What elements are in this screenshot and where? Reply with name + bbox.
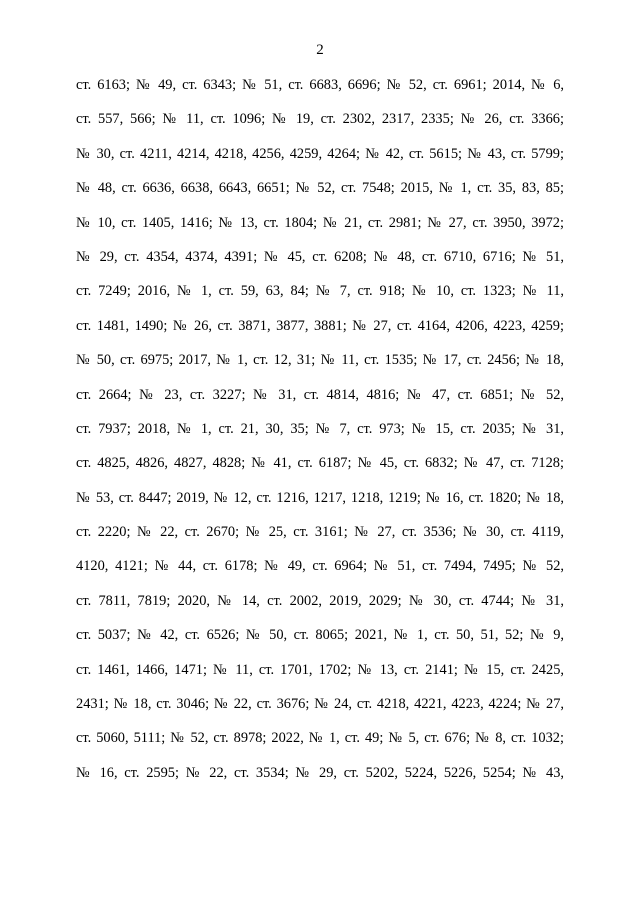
text-line: № 16, ст. 2595; № 22, ст. 3534; № 29, ст. 5202, 5224, 5226, 5254; № 43, [76,764,564,781]
text-line: ст. 6163; № 49, ст. 6343; № 51, ст. 6683, 6696; № 52, ст. 6961; 2014, № 6, [76,77,564,93]
text-line: № 48, ст. 6636, 6638, 6643, 6651; № 52, ст. 7548; 2015, № 1, ст. 35, 83, 85; [76,180,564,197]
text-line: ст. 1461, 1466, 1471; № 11, ст. 1701, 1702; № 13, ст. 2141; № 15, ст. 2425, [76,661,564,678]
text-line: № 30, ст. 4211, 4214, 4218, 4256, 4259, 4264; № 42, ст. 5615; № 43, ст. 5799; [76,145,564,162]
text-line: ст. 1481, 1490; № 26, ст. 3871, 3877, 3881; № 27, ст. 4164, 4206, 4223, 4259; [76,317,564,334]
text-line: № 10, ст. 1405, 1416; № 13, ст. 1804; № 21, ст. 2981; № 27, ст. 3950, 3972; [76,214,564,231]
text-line: ст. 2664; № 23, ст. 3227; № 31, ст. 4814, 4816; № 47, ст. 6851; № 52, [76,386,564,403]
text-line: 2431; № 18, ст. 3046; № 22, ст. 3676; № 24, ст. 4218, 4221, 4223, 4224; № 27, [76,696,564,713]
page-number: 2 [316,42,324,58]
text-line: ст. 557, 566; № 11, ст. 1096; № 19, ст. 2302, 2317, 2335; № 26, ст. 3366; [76,111,564,128]
text-line: № 50, ст. 6975; 2017, № 1, ст. 12, 31; № 11, ст. 1535; № 17, ст. 2456; № 18, [76,352,564,369]
text-line: ст. 7811, 7819; 2020, № 14, ст. 2002, 2019, 2029; № 30, ст. 4744; № 31, [76,592,564,609]
text-line: ст. 4825, 4826, 4827, 4828; № 41, ст. 6187; № 45, ст. 6832; № 47, ст. 7128; [76,455,564,472]
text-line: ст. 5037; № 42, ст. 6526; № 50, ст. 8065; 2021, № 1, ст. 50, 51, 52; № 9, [76,627,564,644]
text-line: ст. 7249; 2016, № 1, ст. 59, 63, 84; № 7, ст. 918; № 10, ст. 1323; № 11, [76,283,564,300]
text-line: ст. 7937; 2018, № 1, ст. 21, 30, 35; № 7, ст. 973; № 15, ст. 2035; № 31, [76,420,564,437]
text-line: № 53, ст. 8447; 2019, № 12, ст. 1216, 1217, 1218, 1219; № 16, ст. 1820; № 18, [76,489,564,506]
text-line: № 29, ст. 4354, 4374, 4391; № 45, ст. 6208; № 48, ст. 6710, 6716; № 51, [76,248,564,265]
text-line: ст. 5060, 5111; № 52, ст. 8978; 2022, № 1, ст. 49; № 5, ст. 676; № 8, ст. 1032; [76,730,564,747]
text-line: 4120, 4121; № 44, ст. 6178; № 49, ст. 6964; № 51, ст. 7494, 7495; № 52, [76,558,564,575]
document-body [76,74,564,796]
text-line: ст. 2220; № 22, ст. 2670; № 25, ст. 3161; № 27, ст. 3536; № 30, ст. 4119, [76,524,564,541]
